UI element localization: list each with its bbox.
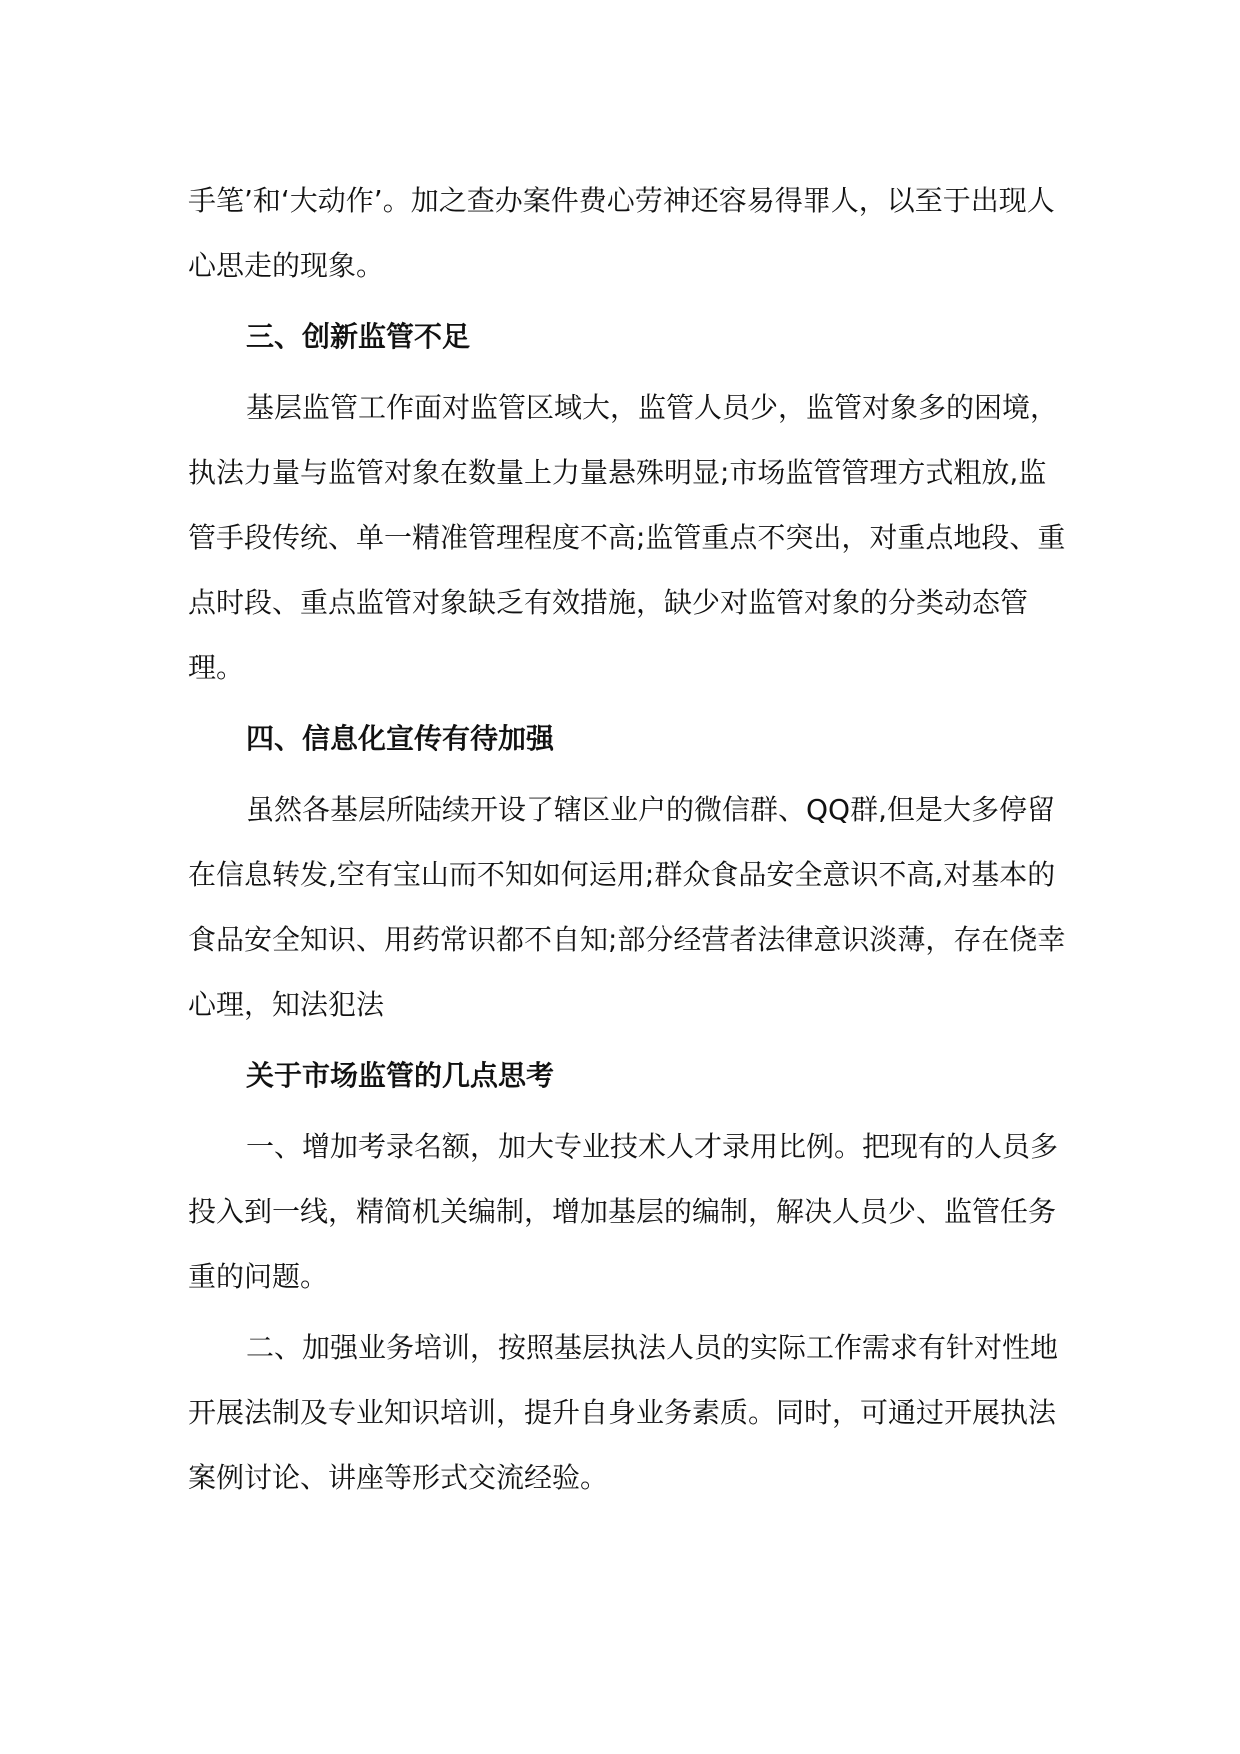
paragraph-continuation: 手笔’和‘大动作’。加之查办案件费心劳神还容易得罪人，以至于出现人心思走的现象。 xyxy=(188,184,1055,282)
paragraph-innovation-supervision: 基层监管工作面对监管区域大，监管人员少，监管对象多的困境，执法力量与监管对象在数量上力量悬殊明显;市场监管管理方式粗放,监管手段传统、单一精准管理程度不高;监管重点不突出，对重点地段、重点时段、重点监管对象缺乏有效措施，缺少对监管对象的分类动态管理。 xyxy=(188,391,1066,684)
section-heading-3: 三、创新监管不足 xyxy=(246,320,471,353)
section-heading-thoughts: 关于市场监管的几点思考 xyxy=(246,1059,555,1092)
paragraph-thought-1: 一、增加考录名额，加大专业技术人才录用比例。把现有的人员多投入到一线，精简机关编制，增加基层的编制，解决人员少、监管任务重的问题。 xyxy=(188,1130,1059,1293)
section-heading-4: 四、信息化宣传有待加强 xyxy=(246,722,555,755)
paragraph-thought-2: 二、加强业务培训，按照基层执法人员的实际工作需求有针对性地开展法制及专业知识培训，提升自身业务素质。同时，可通过开展执法案例讨论、讲座等形式交流经验。 xyxy=(188,1331,1059,1494)
paragraph-information-publicity: 虽然各基层所陆续开设了辖区业户的微信群、QQ群,但是大多停留在信息转发,空有宝山而不知如何运用;群众食品安全意识不高,对基本的食品安全知识、用药常识都不自知;部分经营者法律意识淡薄，存在侥幸心理，知法犯法 xyxy=(188,793,1066,1021)
document-body xyxy=(188,168,1068,1510)
